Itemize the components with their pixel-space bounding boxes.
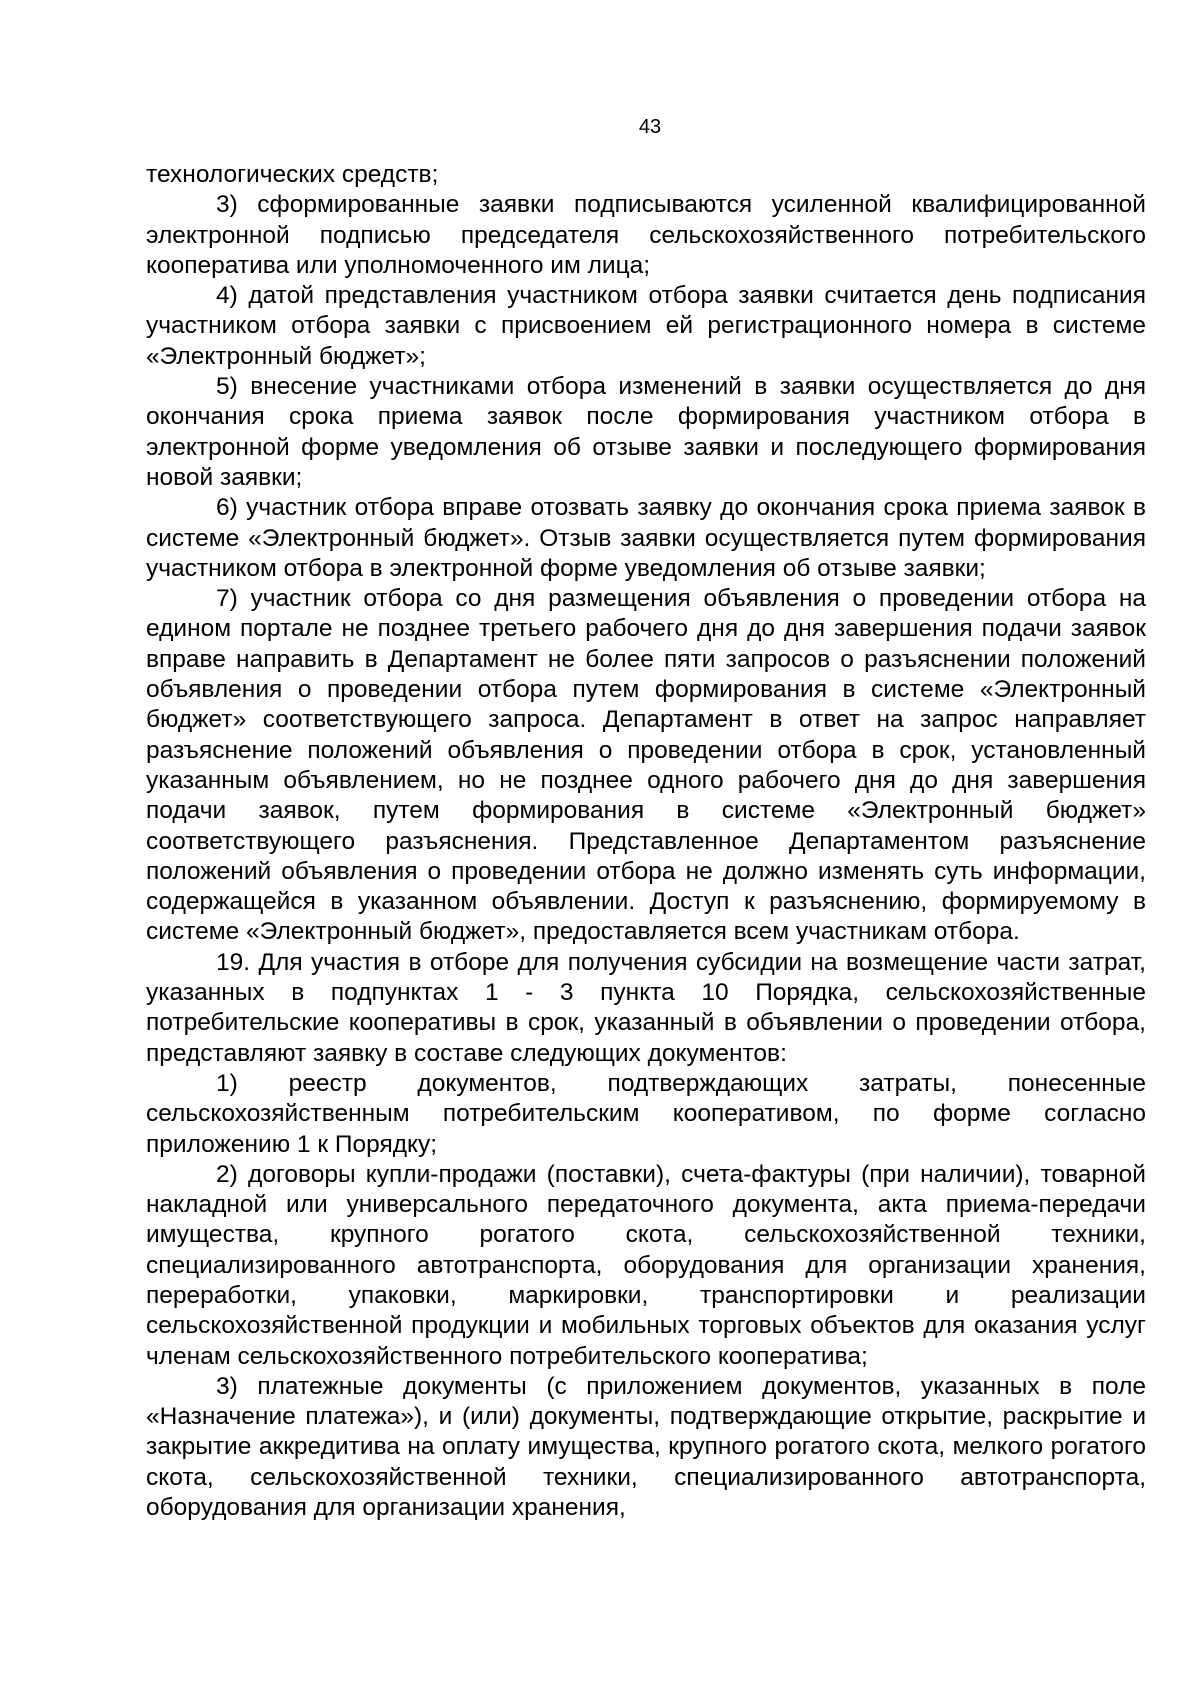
- paragraph: 7) участник отбора со дня размещения объявления о проведении отбора на едином портале не позднее третьего рабочего дня до дня завершения подачи заявок вправе направить в Департамент не более пяти запросов о разъяснении положений объявления о проведении отбора путем формирования в системе «Электронный бюджет» соответствующего запроса. Департамент в ответ на запрос направляет разъяснение положений объявления о проведении отбора в срок, установленный указанным объявлением, но не позднее одного рабочего дня до дня завершения подачи заявок, путем формирования в системе «Электронный бюджет» соответствующего разъяснения. Представленное Департаментом разъяснение положений объявления о проведении отбора не должно изменять суть информации, содержащейся в указанном объявлении. Доступ к разъяснению, формируемому в системе «Электронный бюджет», предоставляется всем участникам отбора.: [146, 585, 1146, 946]
- paragraph: 2) договоры купли-продажи (поставки), счета-фактуры (при наличии), товарной накладной или универсального передаточного документа, акта приема-передачи имущества, крупного рогатого скота, сельскохозяйственной техники, специализированного автотранспорта, оборудования для организации хранения, переработки, упаковки, маркировки, транспортировки и реализации сельскохозяйственной продукции и мобильных торговых объектов для оказания услуг членам сельскохозяйственного потребительского кооператива;: [146, 1160, 1146, 1370]
- paragraph: 1) реестр документов, подтверждающих затраты, понесенные сельскохозяйственным потребительским кооперативом, по форме согласно приложению 1 к Порядку;: [146, 1069, 1146, 1158]
- document-body: [146, 160, 1146, 1523]
- paragraph: 5) внесение участниками отбора изменений в заявки осуществляется до дня окончания срока приема заявок после формирования участником отбора в электронной форме уведомления об отзыве заявки и последующего формирования новой заявки;: [146, 373, 1146, 491]
- paragraph: технологических средств;: [146, 161, 439, 188]
- paragraph: 3) сформированные заявки подписываются усиленной квалифицированной электронной подписью председателя сельскохозяйственного потребительского кооператива или уполномоченного им лица;: [146, 191, 1146, 279]
- paragraph: 4) датой представления участником отбора заявки считается день подписания участником отбора заявки с присвоением ей регистрационного номера в системе «Электронный бюджет»;: [146, 282, 1146, 370]
- paragraph: 19. Для участия в отборе для получения субсидии на возмещение части затрат, указанных в подпунктах 1 - 3 пункта 10 Порядка, сельскохозяйственные потребительские кооперативы в срок, указанный в объявлении о проведении отбора, представляют заявку в составе следующих документов:: [146, 948, 1146, 1067]
- paragraph: 6) участник отбора вправе отозвать заявку до окончания срока приема заявок в системе «Электронный бюджет». Отзыв заявки осуществляется путем формирования участником отбора в электронной форме уведомления об отзыве заявки;: [146, 494, 1146, 582]
- paragraph: 3) платежные документы (с приложением документов, указанных в поле «Назначение платежа»), и (или) документы, подтверждающие открытие, раскрытие и закрытие аккредитива на оплату имущества, крупного рогатого скота, мелкого рогатого скота, сельскохозяйственной техники, специализированного автотранспорта, оборудования для организации хранения,: [146, 1372, 1146, 1522]
- page-number: 43: [638, 116, 662, 138]
